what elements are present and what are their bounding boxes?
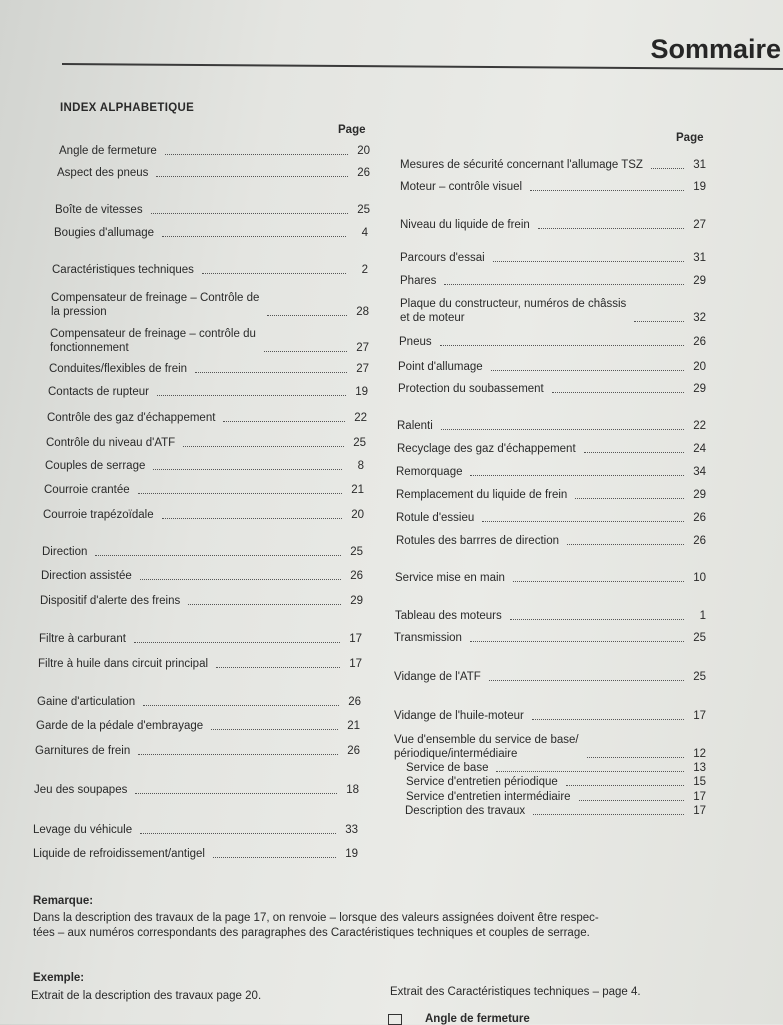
dot-leader (216, 667, 340, 668)
dot-leader (491, 370, 684, 371)
dot-leader (195, 372, 347, 373)
entry-page-number: 31 (693, 159, 706, 171)
dot-leader (95, 555, 341, 556)
left-index-entry (44, 483, 364, 497)
right-index-entry (406, 790, 706, 804)
entry-label: Filtre à huile dans circuit principal (38, 658, 209, 670)
right-index-entry (397, 419, 706, 433)
dot-leader (143, 705, 339, 706)
dot-leader (162, 236, 346, 237)
entry-label: Contacts de rupteur (48, 386, 150, 398)
left-index-entry (33, 823, 358, 837)
entry-page-number: 17 (349, 658, 362, 670)
entry-page-number: 24 (693, 443, 706, 455)
entry-label: Compensateur de freinage – Contrôle de la pression (51, 292, 260, 318)
right-index-entry (396, 465, 706, 479)
page-title: Sommaire (650, 34, 781, 64)
dot-leader (510, 619, 684, 620)
entry-page-number: 25 (357, 204, 370, 216)
example-left-caption: Extrait de la description des travaux page 20. (31, 990, 262, 1002)
entry-page-number: 17 (693, 805, 706, 817)
page-column-header-right: Page (676, 132, 704, 144)
entry-page-number: 19 (693, 181, 706, 193)
entry-page-number: 2 (361, 264, 368, 276)
right-index-entry (396, 488, 706, 502)
entry-page-number: 29 (350, 595, 363, 607)
entry-label: Direction (42, 546, 88, 558)
entry-label: Bougies d'allumage (54, 227, 155, 239)
entry-page-number: 26 (348, 696, 361, 708)
right-index-entry (394, 670, 706, 684)
right-index-entry (400, 158, 706, 172)
left-index-entry (37, 695, 361, 709)
dot-leader (651, 168, 684, 169)
entry-label: Vidange de l'ATF (394, 671, 481, 683)
entry-label: Recyclage des gaz d'échappement (397, 443, 576, 455)
entry-page-number: 29 (693, 489, 706, 501)
entry-page-number: 26 (693, 336, 706, 348)
dot-leader (496, 771, 684, 772)
left-index-entry (36, 719, 360, 733)
right-index-entry (398, 360, 706, 374)
entry-label: Gaine d'articulation (37, 696, 136, 708)
entry-label: Aspect des pneus (57, 167, 149, 179)
entry-label: Protection du soubassement (398, 383, 544, 395)
left-index-entry (59, 144, 370, 158)
dot-leader (532, 719, 684, 720)
remark-heading: Remarque: (33, 895, 94, 907)
entry-page-number: 26 (693, 535, 706, 547)
entry-label: Rotule d'essieu (396, 512, 475, 524)
page-column-header-left: Page (338, 124, 366, 136)
dot-leader (584, 452, 684, 453)
left-index-entry (49, 362, 369, 376)
entry-page-number: 22 (693, 420, 706, 432)
left-index-entry (45, 459, 364, 473)
dot-leader (151, 213, 348, 214)
entry-label: Transmission (394, 632, 462, 644)
entry-page-number: 15 (693, 776, 706, 788)
entry-page-number: 17 (693, 710, 706, 722)
entry-label: Compensateur de freinage – contrôle du fonctionnement (50, 328, 256, 354)
entry-label: Service d'entretien intermédiaire (406, 791, 571, 803)
left-index-entry (42, 545, 363, 559)
entry-label: Couples de serrage (45, 460, 146, 472)
dot-leader (470, 475, 684, 476)
left-index-entry (57, 166, 370, 180)
left-index-entry (38, 657, 362, 671)
left-index-entry (35, 744, 360, 758)
entry-page-number: 8 (357, 460, 364, 472)
example-cutoff-heading: Angle de fermeture (425, 1013, 530, 1025)
entry-page-number: 21 (351, 484, 364, 496)
entry-label: Jeu des soupapes (34, 784, 128, 796)
entry-label: Remplacement du liquide de frein (396, 489, 568, 501)
right-index-entry (398, 382, 706, 396)
entry-label: Dispositif d'alerte des freins (40, 595, 181, 607)
dot-leader (566, 785, 684, 786)
entry-page-number: 28 (356, 306, 369, 318)
entry-page-number: 20 (693, 361, 706, 373)
entry-page-number: 34 (693, 466, 706, 478)
left-index-entry (47, 411, 367, 425)
dot-leader (267, 315, 347, 316)
entry-label: Garde de la pédale d'embrayage (36, 720, 204, 732)
entry-label: Direction assistée (41, 570, 132, 582)
right-index-entry (400, 274, 706, 288)
entry-page-number: 32 (693, 312, 706, 324)
right-index-entry (406, 761, 706, 775)
entry-label: Vue d'ensemble du service de base/ périodique/intermédiaire (394, 734, 579, 760)
example-right-caption: Extrait des Caractéristiques techniques – page 4. (390, 986, 641, 998)
dot-leader (134, 642, 340, 643)
left-index-entry (46, 436, 366, 450)
right-index-entry (395, 609, 706, 623)
entry-label: Remorquage (396, 466, 463, 478)
entry-page-number: 25 (693, 671, 706, 683)
entry-label: Mesures de sécurité concernant l'allumage TSZ (400, 159, 643, 171)
right-index-entry (406, 775, 706, 789)
dot-leader (530, 190, 684, 191)
entry-label: Filtre à carburant (39, 633, 126, 645)
entry-page-number: 19 (355, 386, 368, 398)
entry-label: Garnitures de frein (35, 745, 131, 757)
dot-leader (183, 446, 344, 447)
dot-leader (140, 833, 336, 834)
left-index-entry (48, 385, 368, 399)
entry-label: Point d'allumage (398, 361, 483, 373)
entry-label: Caractéristiques techniques (52, 264, 194, 276)
left-index-entry (51, 291, 369, 319)
entry-label: Vidange de l'huile-moteur (394, 710, 524, 722)
entry-page-number: 20 (351, 509, 364, 521)
entry-label: Courroie crantée (44, 484, 130, 496)
left-index-entry (54, 226, 368, 240)
entry-page-number: 13 (693, 762, 706, 774)
entry-page-number: 4 (361, 227, 368, 239)
entry-page-number: 33 (345, 824, 358, 836)
dot-leader (513, 581, 684, 582)
entry-page-number: 26 (350, 570, 363, 582)
entry-label: Liquide de refroidissement/antigel (33, 848, 205, 860)
entry-page-number: 26 (347, 745, 360, 757)
left-index-entry (50, 327, 369, 355)
right-index-entry (396, 534, 706, 548)
dot-leader (470, 641, 684, 642)
entry-label: Description des travaux (405, 805, 526, 817)
dot-leader (162, 518, 342, 519)
entry-page-number: 29 (693, 275, 706, 287)
entry-label: Rotules des barrres de direction (396, 535, 559, 547)
entry-label: Courroie trapézoïdale (43, 509, 154, 521)
dot-leader (444, 284, 684, 285)
right-index-entry (400, 297, 706, 325)
entry-page-number: 1 (699, 610, 706, 622)
right-index-entry (395, 571, 706, 585)
right-index-entry (399, 335, 706, 349)
dot-leader (538, 228, 684, 229)
entry-label: Ralenti (397, 420, 433, 432)
dot-leader (575, 498, 684, 499)
entry-label: Service d'entretien périodique (406, 776, 558, 788)
entry-label: Niveau du liquide de frein (400, 219, 530, 231)
entry-page-number: 12 (693, 748, 706, 760)
entry-label: Levage du véhicule (33, 824, 133, 836)
dot-leader (140, 579, 341, 580)
dot-leader (213, 857, 336, 858)
example-heading: Exemple: (33, 972, 85, 984)
entry-page-number: 27 (356, 363, 369, 375)
dot-leader (188, 604, 341, 605)
right-index-entry (405, 804, 706, 818)
entry-label: Parcours d'essai (400, 252, 485, 264)
entry-label: Conduites/flexibles de frein (49, 363, 188, 375)
entry-page-number: 29 (693, 383, 706, 395)
entry-label: Service mise en main (395, 572, 505, 584)
entry-label: Tableau des moteurs (395, 610, 502, 622)
entry-label: Angle de fermeture (59, 145, 157, 157)
entry-page-number: 22 (354, 412, 367, 424)
dot-leader (579, 800, 684, 801)
entry-label: Plaque du constructeur, numéros de châssis et de moteur (400, 298, 627, 324)
entry-label: Contrôle du niveau d'ATF (46, 437, 176, 449)
entry-page-number: 17 (693, 791, 706, 803)
dot-leader (153, 469, 342, 470)
entry-label: Service de base (406, 762, 489, 774)
entry-label: Boîte de vitesses (55, 204, 143, 216)
right-index-entry (394, 631, 706, 645)
entry-page-number: 18 (346, 784, 359, 796)
dot-leader (211, 729, 338, 730)
entry-page-number: 26 (693, 512, 706, 524)
right-index-entry (400, 180, 706, 194)
dot-leader (489, 680, 684, 681)
entry-page-number: 25 (350, 546, 363, 558)
entry-page-number: 19 (345, 848, 358, 860)
dot-leader (533, 814, 684, 815)
right-index-entry (394, 709, 706, 723)
dot-leader (552, 392, 684, 393)
dot-leader (157, 395, 346, 396)
dot-leader (138, 493, 342, 494)
dot-leader (264, 351, 347, 352)
right-index-entry (394, 733, 706, 761)
dot-leader (138, 754, 338, 755)
remark-line-1: Dans la description des travaux de la page 17, on renvoie – lorsque des valeurs assignées doivent être respec- (33, 912, 599, 924)
entry-label: Phares (400, 275, 437, 287)
right-index-entry (397, 442, 706, 456)
section-title: INDEX ALPHABETIQUE (60, 102, 195, 114)
dot-leader (634, 321, 684, 322)
right-index-entry (400, 251, 706, 265)
dot-leader (441, 429, 684, 430)
dot-leader (223, 421, 345, 422)
dot-leader (482, 521, 684, 522)
entry-page-number: 17 (349, 633, 362, 645)
left-index-entry (41, 569, 363, 583)
dot-leader (567, 544, 684, 545)
left-index-entry (33, 847, 358, 861)
entry-page-number: 25 (353, 437, 366, 449)
entry-page-number: 26 (357, 167, 370, 179)
left-index-entry (43, 508, 364, 522)
dot-leader (202, 273, 346, 274)
entry-page-number: 21 (347, 720, 360, 732)
dot-leader (165, 154, 348, 155)
dot-leader (135, 793, 337, 794)
entry-page-number: 25 (693, 632, 706, 644)
remark-line-2: tées – aux numéros correspondants des paragraphes des Caractéristiques techniques et couples de serrage. (33, 927, 590, 939)
entry-page-number: 27 (356, 342, 369, 354)
right-index-entry (400, 218, 706, 232)
left-index-entry (39, 632, 362, 646)
entry-page-number: 20 (357, 145, 370, 157)
right-index-entry (396, 511, 706, 525)
entry-page-number: 27 (693, 219, 706, 231)
entry-page-number: 10 (693, 572, 706, 584)
left-index-entry (52, 263, 368, 277)
entry-page-number: 31 (693, 252, 706, 264)
dot-leader (440, 345, 684, 346)
left-index-entry (34, 783, 359, 797)
dot-leader (493, 261, 684, 262)
entry-label: Pneus (399, 336, 432, 348)
entry-label: Contrôle des gaz d'échappement (47, 412, 216, 424)
dot-leader (587, 757, 684, 758)
entry-label: Moteur – contrôle visuel (400, 181, 523, 193)
left-index-entry (55, 203, 370, 217)
square-icon (388, 1014, 402, 1025)
dot-leader (156, 176, 348, 177)
left-index-entry (40, 594, 363, 608)
